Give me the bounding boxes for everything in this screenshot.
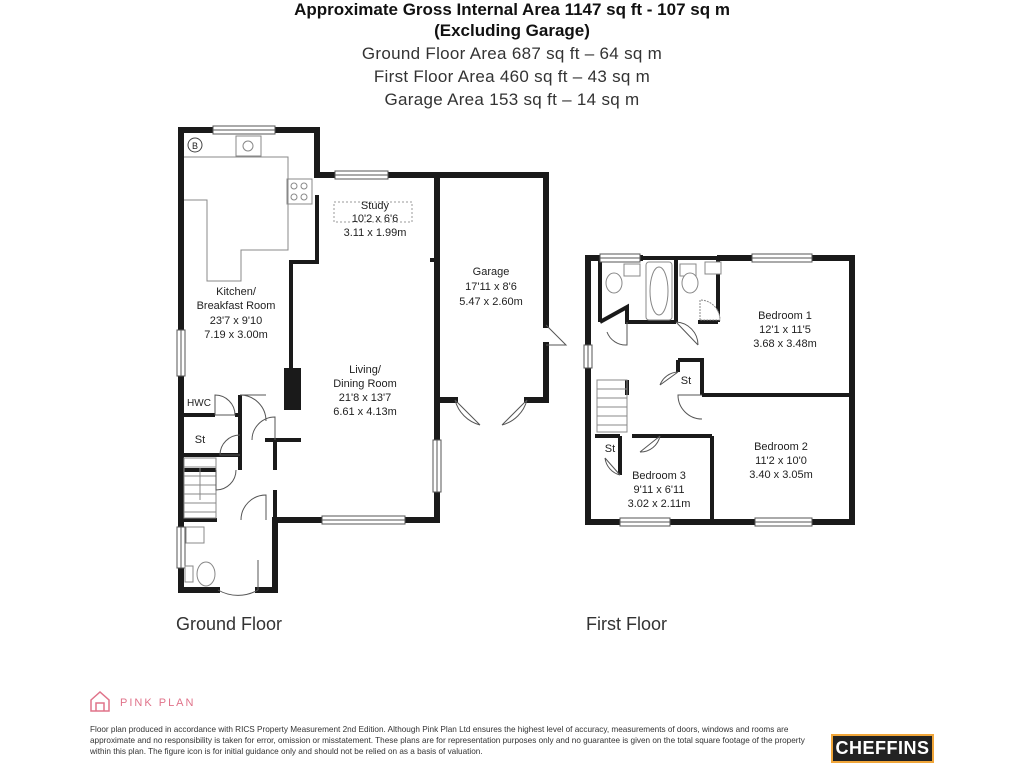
- cloakroom-fittings: [185, 527, 215, 586]
- first-floor-plan: [584, 254, 852, 526]
- disclaimer-text: Floor plan produced in accordance with RICS Property Measurement 2nd Edition. Although Pink Plan Ltd ensures the highest level of accuracy, measurements of doors, windows and rooms are approximate and no responsibility is taken for error, omission or misstatement. These plans are for representation purposes only and no guarantee is given on the total square footage of the property within this plan. The figure icon is for initial guidance only and should not be relied on as a basis of valuation.: [90, 725, 805, 756]
- study-name: Study: [360, 200, 390, 212]
- ground-floor-staircase: [184, 458, 216, 518]
- kitchen-imperial: 23'7 x 9'10: [209, 315, 263, 327]
- living-metric: 6.61 x 4.13m: [333, 406, 397, 418]
- ground-floor-windows: [177, 126, 441, 568]
- first-floor-area: First Floor Area 460 sq ft – 43 sq m: [373, 67, 651, 86]
- boiler-label: B: [191, 141, 199, 151]
- hwc-label: HWC: [187, 398, 211, 409]
- ground-floor-label: Ground Floor: [176, 614, 283, 634]
- cheffins-logo: CHEFFINS: [831, 734, 934, 763]
- excluding-garage-note: (Excluding Garage): [434, 21, 590, 40]
- gross-area-title: Approximate Gross Internal Area 1147 sq ft - 107 sq m: [294, 0, 730, 19]
- first-floor-internal-walls: [595, 258, 852, 522]
- garage-name: Garage: [472, 266, 510, 278]
- bedroom1-imperial: 12'1 x 11'5: [759, 324, 811, 336]
- kitchen-name-1: Kitchen/: [216, 286, 256, 298]
- first-floor-windows: [584, 254, 812, 526]
- chimney-breast: [284, 368, 301, 410]
- bedroom2-name: Bedroom 2: [754, 441, 808, 453]
- kitchen-metric: 7.19 x 3.00m: [204, 329, 268, 341]
- room-labels: [187, 141, 817, 510]
- kitchen-name-2: Breakfast Room: [196, 300, 276, 312]
- living-imperial: 21'8 x 13'7: [338, 392, 392, 404]
- bedroom2-imperial: 11'2 x 10'0: [755, 455, 807, 467]
- bedroom1-metric: 3.68 x 3.48m: [753, 338, 817, 350]
- bedroom3-imperial: 9'11 x 6'11: [633, 484, 685, 496]
- living-name-1: Living/: [349, 364, 381, 376]
- ground-floor-doors: [215, 325, 566, 595]
- garage-area: Garage Area 153 sq ft – 14 sq m: [384, 90, 640, 109]
- store-label-landing: St: [680, 375, 692, 387]
- first-floor-staircase: [597, 380, 627, 432]
- study-imperial: 10'2 x 6'6: [351, 213, 399, 225]
- pink-plan-brand: [120, 697, 195, 709]
- ground-floor-internal-walls: [181, 195, 437, 520]
- kitchen-units: [184, 136, 312, 281]
- store-label-bedroom3: St: [604, 443, 616, 455]
- first-floor-label: First Floor: [586, 614, 667, 634]
- pink-plan-text: PINK PLAN: [120, 697, 196, 709]
- ground-floor-area: Ground Floor Area 687 sq ft – 64 sq m: [361, 44, 663, 63]
- store-label-ground: St: [194, 434, 206, 446]
- garage-imperial: 17'11 x 8'6: [465, 281, 517, 293]
- bedroom2-metric: 3.40 x 3.05m: [749, 469, 813, 481]
- garage-metric: 5.47 x 2.60m: [459, 296, 523, 308]
- bedroom1-name: Bedroom 1: [758, 310, 812, 322]
- pink-plan-house-icon: [91, 692, 109, 711]
- bedroom3-name: Bedroom 3: [632, 470, 686, 482]
- living-name-2: Dining Room: [333, 378, 397, 390]
- study-metric: 3.11 x 1.99m: [343, 227, 407, 239]
- ground-floor-plan: [177, 126, 566, 595]
- bedroom3-metric: 3.02 x 2.11m: [627, 498, 691, 510]
